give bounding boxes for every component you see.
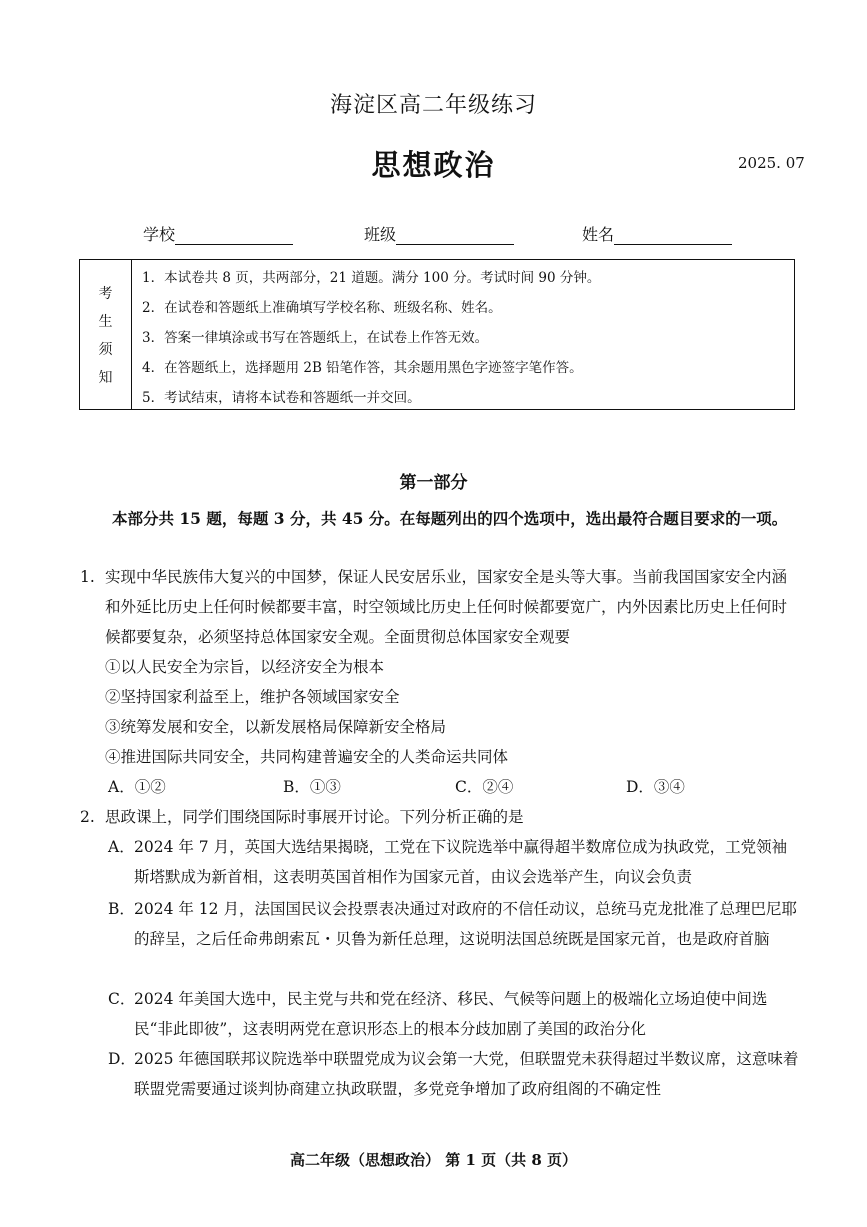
name-field: [582, 222, 732, 245]
question-1-choice-a: A．①②: [108, 778, 166, 796]
exam-title: 海淀区高二年级练习: [329, 93, 537, 118]
question-1-choice-d: D．③④: [626, 778, 685, 796]
question-2-option-d-letter: D．: [108, 1050, 136, 1068]
question-2-number: 2.: [80, 808, 95, 826]
part-one-instructions: 本部分共 15 题，每题 3 分，共 45 分。在每题列出的四个选项中，选出最符合题目要求的一项。: [112, 509, 788, 528]
notice-side-label: [80, 260, 132, 409]
name-blank: [614, 228, 732, 245]
question-2-option-b-letter: B．: [108, 900, 135, 918]
question-2-option-c-letter: C．: [108, 990, 136, 1008]
exam-notice-box: [79, 259, 795, 410]
school-label: 学校: [143, 225, 176, 244]
question-1-choice-b: B．①③: [283, 778, 341, 796]
part-one-title: 第一部分: [399, 473, 468, 493]
class-label: 班级: [364, 225, 397, 244]
class-blank: [396, 228, 514, 245]
notice-list: [132, 260, 600, 409]
question-1-choice-c: C．②④: [455, 778, 514, 796]
notice-item: 4．在答题纸上，选择题用 2B 铅笔作答，其余题用黑色字迹签字笔作答。: [142, 360, 583, 376]
question-2-option-a-letter: A．: [108, 838, 135, 856]
school-field: [143, 222, 293, 245]
class-field: [364, 222, 514, 245]
notice-item: 1．本试卷共 8 页，共两部分，21 道题。满分 100 分。考试时间 90 分钟。: [142, 270, 601, 286]
notice-item: 3．答案一律填涂或书写在答题纸上，在试卷上作答无效。: [142, 330, 489, 346]
question-2-option-d-text: 2025 年德国联邦议院选举中联盟党成为议会第一大党，但联盟党未获得超过半数议席，这意味着联盟党需要通过谈判协商建立执政联盟，多党竞争增加了政府组阁的不确定性: [134, 1050, 799, 1098]
question-2-option-a-text: 2024 年 7 月，英国大选结果揭晓，工党在下议院选举中赢得超半数席位成为执政党，工党领袖斯塔默成为新首相，这表明英国首相作为国家元首，由议会选举产生，向议会负责: [134, 838, 788, 886]
notice-item: 2．在试卷和答题纸上准确填写学校名称、班级名称、姓名。: [142, 300, 502, 316]
question-2-option-c-text: 2024 年美国大选中，民主党与共和党在经济、移民、气候等问题上的极端化立场迫使中间选民“非此即彼”，这表明两党在意识形态上的根本分歧加剧了美国的政治分化: [134, 990, 768, 1038]
question-1-statement: ①以人民安全为宗旨，以经济安全为根本: [105, 658, 385, 676]
question-1-statement: ②坚持国家利益至上，维护各领域国家安全: [105, 688, 400, 706]
question-1-statement: ④推进国际共同安全，共同构建普遍安全的人类命运共同体: [105, 748, 509, 766]
question-1-number: 1.: [80, 568, 95, 586]
notice-side-char: 生: [98, 313, 113, 330]
notice-side-char: 须: [98, 341, 113, 358]
school-blank: [175, 228, 293, 245]
question-2-option-b-text: 2024 年 12 月，法国国民议会投票表决通过对政府的不信任动议，总统马克龙批准了总理巴尼耶的辞呈，之后任命弗朗索瓦・贝鲁为新任总理，这说明法国总统既是国家元首，也是政府首脑: [134, 900, 797, 948]
question-2-stem: 思政课上，同学们围绕国际时事展开讨论。下列分析正确的是: [105, 808, 524, 826]
name-label: 姓名: [582, 225, 615, 244]
notice-item: 5．考试结束，请将本试卷和答题纸一并交回。: [142, 390, 421, 406]
notice-side-char: 知: [98, 369, 113, 386]
question-1-statement: ③统筹发展和安全，以新发展格局保障新安全格局: [105, 718, 447, 736]
page-footer: 高二年级（思想政治） 第 1 页（共 8 页）: [290, 1151, 577, 1169]
question-1-stem: 实现中华民族伟大复兴的中国梦，保证人民安居乐业，国家安全是头等大事。当前我国国家安全内涵和外延比历史上任何时候都要丰富，时空领域比历史上任何时候都要宽广，内外因素比历史上任何时候都要复杂，必须坚持总体国家安全观。全面贯彻总体国家安全观要: [105, 568, 788, 646]
subject-title: 思想政治: [371, 148, 496, 182]
notice-side-char: 考: [98, 285, 113, 302]
exam-date: 2025. 07: [738, 154, 805, 172]
